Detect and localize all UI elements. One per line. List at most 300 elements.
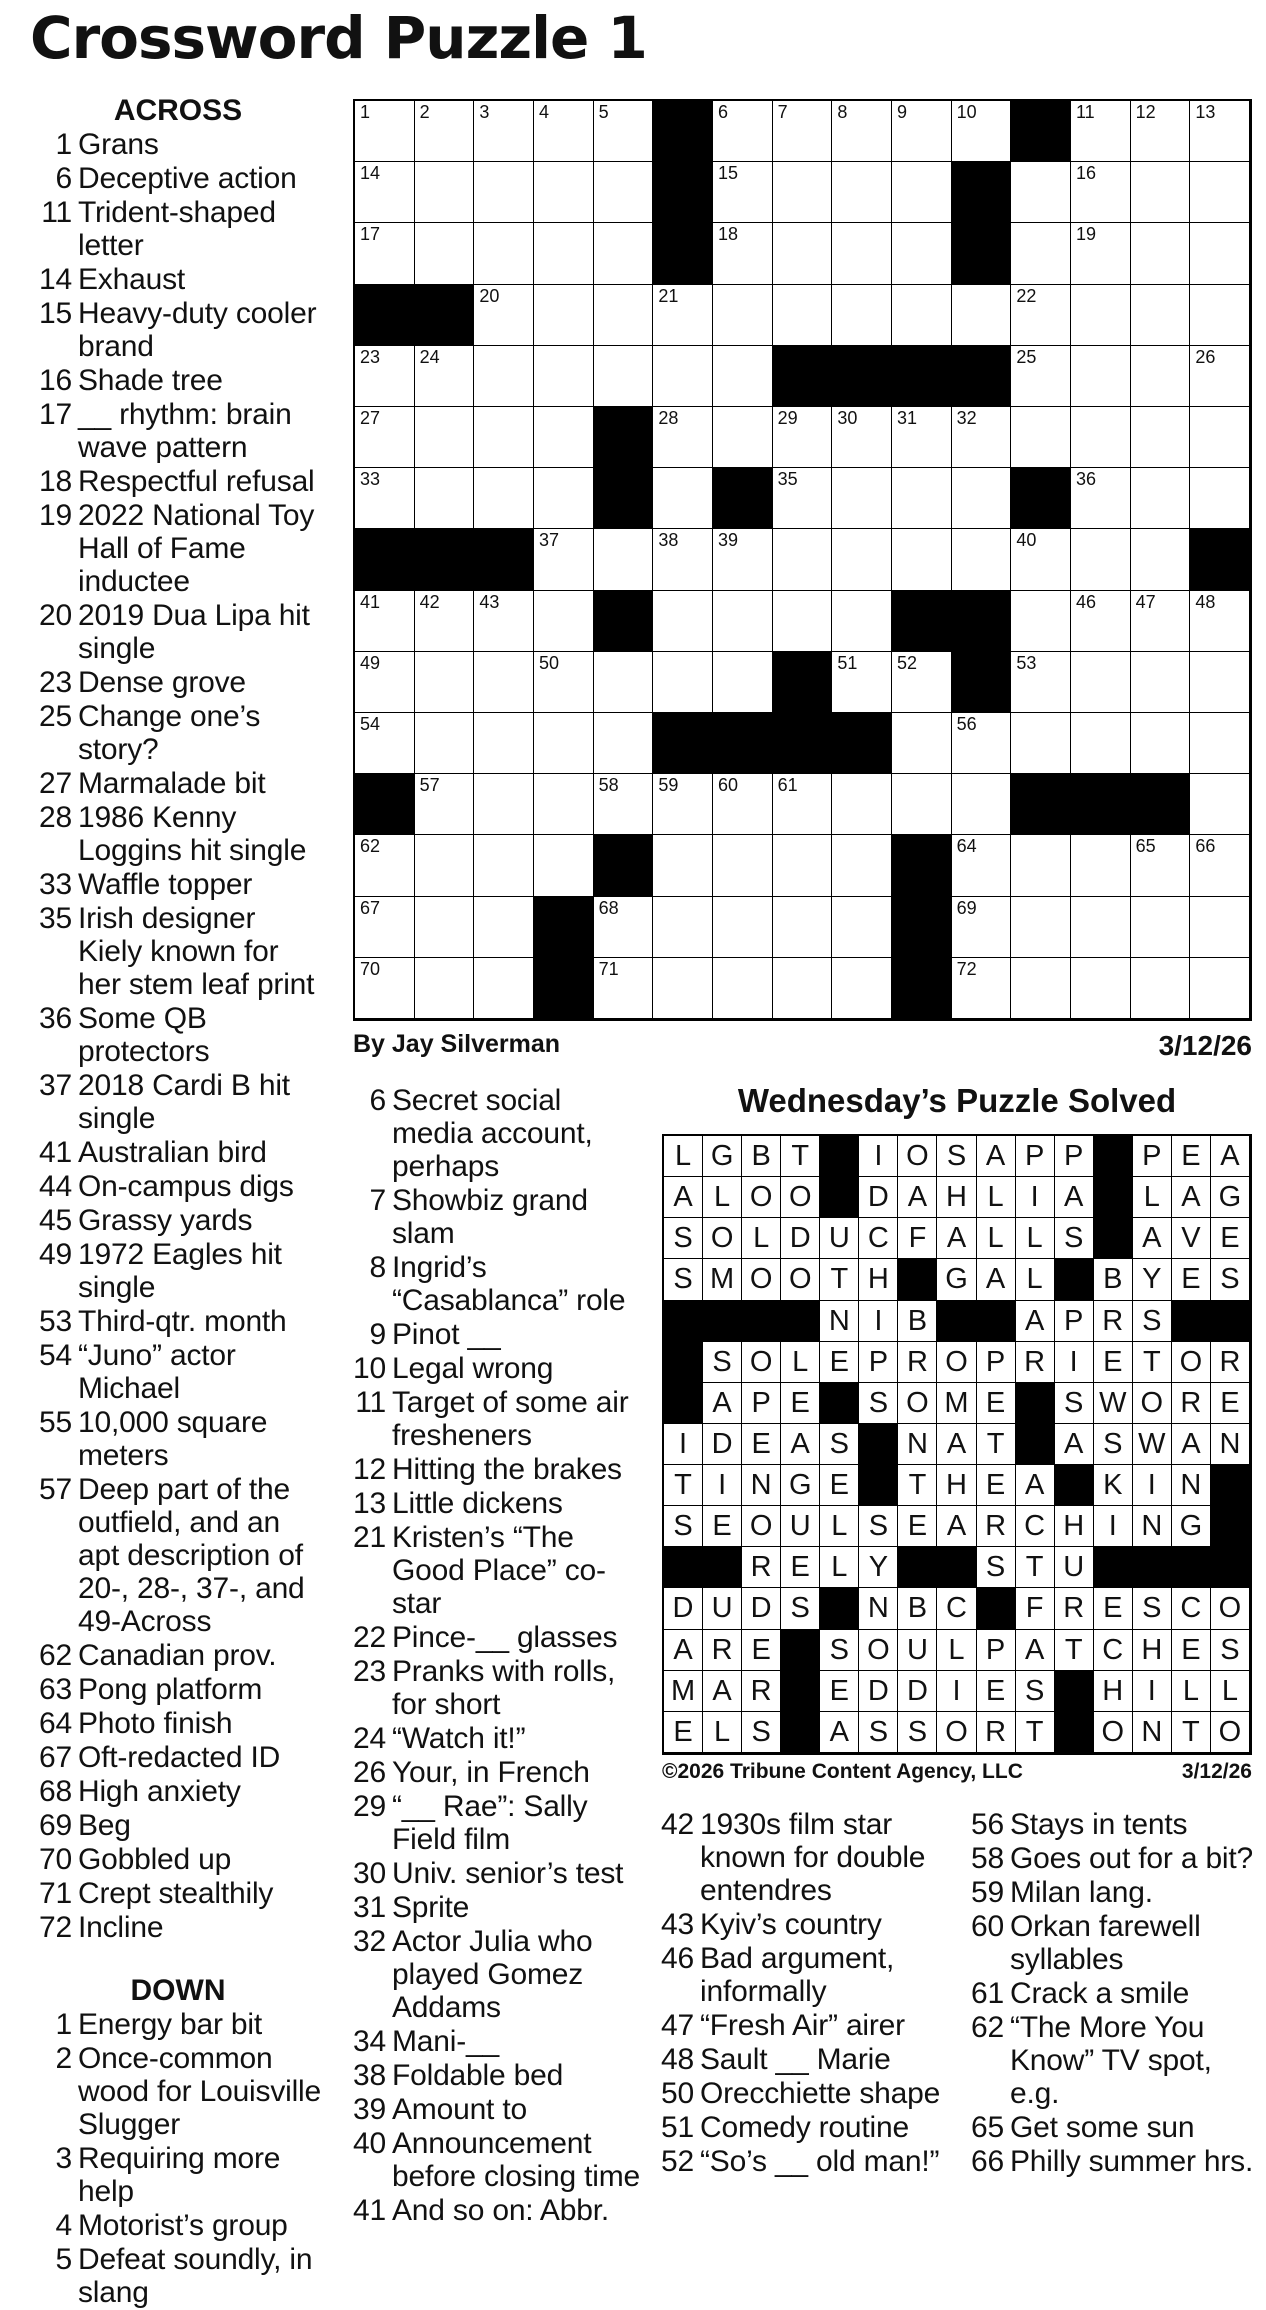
grid-cell[interactable] bbox=[952, 468, 1012, 529]
grid-cell[interactable] bbox=[1011, 835, 1071, 896]
black-square bbox=[892, 591, 952, 652]
grid-cell[interactable] bbox=[1131, 529, 1191, 590]
black-square bbox=[653, 101, 713, 162]
grid-cell[interactable] bbox=[952, 529, 1012, 590]
grid-cell[interactable] bbox=[1190, 713, 1250, 774]
grid-cell[interactable] bbox=[1131, 223, 1191, 284]
grid-cell[interactable] bbox=[653, 407, 713, 468]
solved-cell: T bbox=[977, 1424, 1016, 1465]
grid-cell[interactable] bbox=[1190, 468, 1250, 529]
grid-cell[interactable] bbox=[1190, 101, 1250, 162]
solved-cell: R bbox=[1055, 1588, 1094, 1629]
crossword-grid[interactable] bbox=[353, 99, 1252, 1021]
solved-cell: P bbox=[1016, 1136, 1055, 1177]
grid-cell[interactable] bbox=[1011, 285, 1071, 346]
grid-cell[interactable] bbox=[653, 468, 713, 529]
solved-cell: A bbox=[820, 1712, 859, 1753]
clue-number: 4 bbox=[55, 2209, 72, 2242]
solved-cell: E bbox=[977, 1383, 1016, 1424]
grid-cell[interactable] bbox=[355, 162, 415, 223]
grid-cell[interactable] bbox=[534, 713, 594, 774]
grid-cell[interactable] bbox=[415, 346, 475, 407]
grid-cell[interactable] bbox=[415, 407, 475, 468]
grid-cell[interactable] bbox=[415, 162, 475, 223]
grid-cell[interactable] bbox=[355, 468, 415, 529]
grid-cell[interactable] bbox=[355, 101, 415, 162]
grid-cell[interactable] bbox=[713, 162, 773, 223]
grid-cell[interactable] bbox=[952, 101, 1012, 162]
grid-cell[interactable] bbox=[415, 774, 475, 835]
clue-text: Pranks with rolls, for short bbox=[392, 1655, 616, 1721]
grid-cell[interactable] bbox=[474, 591, 534, 652]
clue-text: Deep part of the outfield, and an apt description of 20-, 28-, 37-, and 49-Across bbox=[78, 1473, 305, 1638]
grid-cell[interactable] bbox=[713, 591, 773, 652]
grid-cell[interactable] bbox=[1131, 101, 1191, 162]
grid-cell[interactable] bbox=[832, 835, 892, 896]
grid-cell[interactable] bbox=[892, 652, 952, 713]
grid-cell[interactable] bbox=[832, 162, 892, 223]
clue-text: 2018 Cardi B hit single bbox=[78, 1069, 290, 1135]
grid-cell[interactable] bbox=[892, 468, 952, 529]
clue-number: 35 bbox=[39, 902, 72, 935]
solved-cell: S bbox=[1133, 1588, 1172, 1629]
solved-cell: S bbox=[781, 1588, 820, 1629]
grid-cell[interactable] bbox=[355, 591, 415, 652]
clue-number: 2 bbox=[55, 2042, 72, 2075]
clue-text: On-campus digs bbox=[78, 1170, 294, 1203]
grid-cell[interactable] bbox=[773, 835, 833, 896]
grid-cell[interactable] bbox=[1131, 652, 1191, 713]
grid-cell[interactable] bbox=[773, 223, 833, 284]
grid-cell[interactable] bbox=[653, 958, 713, 1019]
solved-black-square bbox=[781, 1671, 820, 1712]
grid-cell[interactable] bbox=[713, 897, 773, 958]
clue-number: 49 bbox=[39, 1238, 72, 1271]
grid-cell[interactable] bbox=[713, 101, 773, 162]
clue-number: 23 bbox=[39, 666, 72, 699]
grid-cell[interactable] bbox=[1190, 407, 1250, 468]
clue-text: Photo finish bbox=[78, 1707, 233, 1740]
grid-cell[interactable] bbox=[534, 346, 594, 407]
solved-cell: F bbox=[1016, 1588, 1055, 1629]
grid-cell[interactable] bbox=[1011, 529, 1071, 590]
cell-number: 23 bbox=[360, 346, 381, 367]
grid-cell[interactable] bbox=[474, 223, 534, 284]
grid-cell[interactable] bbox=[1131, 407, 1191, 468]
grid-cell[interactable] bbox=[355, 652, 415, 713]
grid-cell[interactable] bbox=[594, 713, 654, 774]
down-clue bbox=[966, 2111, 1262, 2144]
grid-cell[interactable] bbox=[1071, 713, 1131, 774]
solved-cell: T bbox=[820, 1259, 859, 1300]
grid-cell[interactable] bbox=[1190, 591, 1250, 652]
grid-cell[interactable] bbox=[355, 835, 415, 896]
clue-text: Waffle topper bbox=[78, 868, 253, 901]
grid-cell[interactable] bbox=[1131, 713, 1191, 774]
black-square bbox=[1011, 101, 1071, 162]
clue-number: 23 bbox=[353, 1655, 386, 1688]
grid-cell[interactable] bbox=[1190, 774, 1250, 835]
clue-number: 48 bbox=[661, 2043, 694, 2076]
grid-cell[interactable] bbox=[534, 835, 594, 896]
clue-text: Dense grove bbox=[78, 666, 246, 699]
grid-cell[interactable] bbox=[1011, 652, 1071, 713]
grid-cell[interactable] bbox=[534, 101, 594, 162]
clue-number: 15 bbox=[39, 297, 72, 330]
grid-cell[interactable] bbox=[474, 713, 534, 774]
grid-cell[interactable] bbox=[832, 285, 892, 346]
grid-cell[interactable] bbox=[1190, 652, 1250, 713]
solved-cell: O bbox=[898, 1383, 937, 1424]
grid-cell[interactable] bbox=[355, 407, 415, 468]
grid-cell[interactable] bbox=[594, 162, 654, 223]
clue-number: 13 bbox=[353, 1487, 386, 1520]
grid-cell[interactable] bbox=[594, 529, 654, 590]
grid-cell[interactable] bbox=[1011, 713, 1071, 774]
grid-cell[interactable] bbox=[653, 285, 713, 346]
grid-cell[interactable] bbox=[534, 591, 594, 652]
solved-cell: U bbox=[703, 1588, 742, 1629]
grid-cell[interactable] bbox=[594, 346, 654, 407]
cell-number: 21 bbox=[658, 285, 679, 306]
down-clue bbox=[348, 2093, 640, 2126]
grid-cell[interactable] bbox=[474, 162, 534, 223]
grid-cell[interactable] bbox=[474, 407, 534, 468]
grid-cell[interactable] bbox=[1131, 591, 1191, 652]
grid-cell[interactable] bbox=[1190, 162, 1250, 223]
grid-cell[interactable] bbox=[1190, 897, 1250, 958]
solved-cell: A bbox=[977, 1136, 1016, 1177]
grid-cell[interactable] bbox=[1131, 285, 1191, 346]
grid-cell[interactable] bbox=[1071, 591, 1131, 652]
grid-cell[interactable] bbox=[773, 591, 833, 652]
grid-cell[interactable] bbox=[892, 407, 952, 468]
across-clue bbox=[34, 767, 322, 800]
grid-cell[interactable] bbox=[773, 285, 833, 346]
solved-cell: R bbox=[703, 1630, 742, 1671]
grid-cell[interactable] bbox=[1131, 958, 1191, 1019]
clue-text: Ingrid’s “Casablanca” role bbox=[392, 1251, 626, 1317]
solved-cell: O bbox=[781, 1259, 820, 1300]
grid-cell[interactable] bbox=[1071, 101, 1131, 162]
clue-text: 2019 Dua Lipa hit single bbox=[78, 599, 310, 665]
grid-cell[interactable] bbox=[474, 652, 534, 713]
solved-cell: P bbox=[1055, 1136, 1094, 1177]
grid-cell[interactable] bbox=[713, 835, 773, 896]
grid-cell[interactable] bbox=[1071, 652, 1131, 713]
grid-cell[interactable] bbox=[594, 101, 654, 162]
cell-number: 47 bbox=[1135, 591, 1156, 612]
down-clues-col-3 bbox=[656, 1808, 956, 2179]
solved-cell: A bbox=[703, 1383, 742, 1424]
grid-cell[interactable] bbox=[713, 346, 773, 407]
black-square bbox=[594, 407, 654, 468]
down-clue bbox=[34, 2042, 322, 2141]
grid-cell[interactable] bbox=[1071, 285, 1131, 346]
grid-cell[interactable] bbox=[1190, 285, 1250, 346]
grid-cell[interactable] bbox=[713, 407, 773, 468]
down-clue bbox=[34, 2209, 322, 2242]
grid-cell[interactable] bbox=[713, 223, 773, 284]
clue-number: 50 bbox=[661, 2077, 694, 2110]
grid-cell[interactable] bbox=[415, 223, 475, 284]
solved-cell: O bbox=[1211, 1588, 1250, 1629]
solved-cell: D bbox=[859, 1177, 898, 1218]
solved-black-square bbox=[781, 1712, 820, 1753]
grid-cell[interactable] bbox=[832, 774, 892, 835]
grid-cell[interactable] bbox=[832, 897, 892, 958]
cell-number: 62 bbox=[360, 836, 381, 857]
grid-cell[interactable] bbox=[1190, 346, 1250, 407]
grid-cell[interactable] bbox=[1190, 223, 1250, 284]
grid-cell[interactable] bbox=[892, 223, 952, 284]
clue-text: Incline bbox=[78, 1911, 164, 1944]
grid-cell[interactable] bbox=[1011, 162, 1071, 223]
clue-text: Foldable bed bbox=[392, 2059, 564, 2092]
grid-cell[interactable] bbox=[832, 652, 892, 713]
cell-number: 36 bbox=[1076, 469, 1097, 490]
grid-cell[interactable] bbox=[1011, 223, 1071, 284]
across-clue bbox=[34, 1406, 322, 1472]
grid-cell[interactable] bbox=[1131, 835, 1191, 896]
grid-cell[interactable] bbox=[1131, 468, 1191, 529]
grid-cell[interactable] bbox=[415, 591, 475, 652]
grid-cell[interactable] bbox=[415, 101, 475, 162]
grid-cell[interactable] bbox=[653, 835, 713, 896]
grid-cell[interactable] bbox=[1131, 346, 1191, 407]
grid-cell[interactable] bbox=[1011, 958, 1071, 1019]
solved-cell: E bbox=[977, 1465, 1016, 1506]
grid-cell[interactable] bbox=[534, 652, 594, 713]
grid-cell[interactable] bbox=[1190, 958, 1250, 1019]
grid-cell[interactable] bbox=[474, 346, 534, 407]
solved-cell: C bbox=[1016, 1506, 1055, 1547]
grid-cell[interactable] bbox=[355, 223, 415, 284]
clue-number: 19 bbox=[39, 499, 72, 532]
grid-cell[interactable] bbox=[832, 529, 892, 590]
grid-cell[interactable] bbox=[534, 162, 594, 223]
grid-cell[interactable] bbox=[1071, 958, 1131, 1019]
black-square bbox=[594, 468, 654, 529]
grid-cell[interactable] bbox=[594, 285, 654, 346]
grid-cell[interactable] bbox=[892, 101, 952, 162]
grid-cell[interactable] bbox=[653, 652, 713, 713]
solved-cell: P bbox=[1055, 1301, 1094, 1342]
grid-cell[interactable] bbox=[892, 162, 952, 223]
grid-cell[interactable] bbox=[773, 958, 833, 1019]
grid-cell[interactable] bbox=[952, 835, 1012, 896]
grid-cell[interactable] bbox=[892, 713, 952, 774]
solved-cell: E bbox=[1211, 1383, 1250, 1424]
grid-cell[interactable] bbox=[594, 897, 654, 958]
grid-cell[interactable] bbox=[534, 223, 594, 284]
solved-cell: B bbox=[1094, 1259, 1133, 1300]
grid-cell[interactable] bbox=[952, 774, 1012, 835]
across-clue bbox=[34, 196, 322, 262]
grid-cell[interactable] bbox=[474, 958, 534, 1019]
grid-cell[interactable] bbox=[653, 897, 713, 958]
grid-cell[interactable] bbox=[952, 407, 1012, 468]
solved-cell: L bbox=[820, 1506, 859, 1547]
solved-cell: A bbox=[1016, 1630, 1055, 1671]
grid-cell[interactable] bbox=[832, 101, 892, 162]
grid-cell[interactable] bbox=[355, 346, 415, 407]
solved-cell: G bbox=[1172, 1506, 1211, 1547]
solved-cell: D bbox=[742, 1588, 781, 1629]
grid-cell[interactable] bbox=[1011, 591, 1071, 652]
grid-cell[interactable] bbox=[832, 591, 892, 652]
grid-cell[interactable] bbox=[415, 713, 475, 774]
cell-number: 5 bbox=[598, 102, 609, 122]
black-square bbox=[952, 223, 1012, 284]
grid-cell[interactable] bbox=[1011, 346, 1071, 407]
grid-cell[interactable] bbox=[355, 897, 415, 958]
clue-text: And so on: Abbr. bbox=[392, 2194, 609, 2227]
clue-text: Grassy yards bbox=[78, 1204, 253, 1237]
solved-cell: A bbox=[703, 1671, 742, 1712]
grid-cell[interactable] bbox=[474, 774, 534, 835]
clue-text: Showbiz grand slam bbox=[392, 1184, 588, 1250]
grid-cell[interactable] bbox=[474, 468, 534, 529]
grid-cell[interactable] bbox=[594, 958, 654, 1019]
grid-cell[interactable] bbox=[1071, 835, 1131, 896]
grid-cell[interactable] bbox=[952, 285, 1012, 346]
down-clue bbox=[348, 2194, 640, 2227]
solved-black-square bbox=[1055, 1465, 1094, 1506]
grid-cell[interactable] bbox=[534, 468, 594, 529]
solved-cell: S bbox=[859, 1383, 898, 1424]
grid-cell[interactable] bbox=[594, 223, 654, 284]
grid-cell[interactable] bbox=[653, 529, 713, 590]
clue-number: 65 bbox=[971, 2111, 1004, 2144]
solved-cell: C bbox=[859, 1218, 898, 1259]
clue-number: 28 bbox=[39, 801, 72, 834]
grid-cell[interactable] bbox=[1071, 162, 1131, 223]
solved-cell: L bbox=[1211, 1671, 1250, 1712]
down-clue bbox=[966, 2145, 1262, 2178]
down-clue bbox=[656, 2077, 956, 2110]
grid-cell[interactable] bbox=[713, 774, 773, 835]
grid-cell[interactable] bbox=[952, 958, 1012, 1019]
grid-cell[interactable] bbox=[1011, 897, 1071, 958]
grid-cell[interactable] bbox=[474, 835, 534, 896]
grid-cell[interactable] bbox=[653, 346, 713, 407]
clue-text: Pinot __ bbox=[392, 1318, 501, 1351]
solved-cell: R bbox=[742, 1671, 781, 1712]
grid-cell[interactable] bbox=[892, 285, 952, 346]
grid-cell[interactable] bbox=[773, 407, 833, 468]
grid-cell[interactable] bbox=[653, 774, 713, 835]
grid-cell[interactable] bbox=[594, 652, 654, 713]
across-clue bbox=[34, 1136, 322, 1169]
grid-cell[interactable] bbox=[832, 958, 892, 1019]
cell-number: 6 bbox=[718, 102, 729, 122]
solved-cell: E bbox=[742, 1424, 781, 1465]
grid-cell[interactable] bbox=[892, 529, 952, 590]
clue-text: 1972 Eagles hit single bbox=[78, 1238, 282, 1304]
grid-cell[interactable] bbox=[474, 897, 534, 958]
grid-cell[interactable] bbox=[1071, 897, 1131, 958]
grid-cell[interactable] bbox=[773, 162, 833, 223]
grid-cell[interactable] bbox=[832, 223, 892, 284]
grid-cell[interactable] bbox=[1071, 223, 1131, 284]
grid-cell[interactable] bbox=[773, 774, 833, 835]
grid-cell[interactable] bbox=[1131, 897, 1191, 958]
grid-cell[interactable] bbox=[832, 407, 892, 468]
grid-cell[interactable] bbox=[1011, 407, 1071, 468]
grid-cell[interactable] bbox=[892, 774, 952, 835]
puzzle-date: 3/12/26 bbox=[1158, 1030, 1252, 1061]
grid-cell[interactable] bbox=[713, 285, 773, 346]
grid-cell[interactable] bbox=[415, 468, 475, 529]
grid-cell[interactable] bbox=[415, 897, 475, 958]
grid-cell[interactable] bbox=[534, 529, 594, 590]
clue-text: Respectful refusal bbox=[78, 465, 315, 498]
grid-cell[interactable] bbox=[415, 958, 475, 1019]
grid-cell[interactable] bbox=[415, 652, 475, 713]
grid-cell[interactable] bbox=[952, 713, 1012, 774]
grid-cell[interactable] bbox=[1071, 529, 1131, 590]
copyright: ©2026 Tribune Content Agency, LLC bbox=[662, 1760, 1023, 1783]
across-clue bbox=[34, 1639, 322, 1672]
down-clue bbox=[656, 1942, 956, 2008]
down-clue bbox=[348, 1891, 640, 1924]
grid-cell[interactable] bbox=[653, 591, 713, 652]
clue-text: Beg bbox=[78, 1809, 131, 1842]
grid-cell[interactable] bbox=[952, 897, 1012, 958]
clue-text: “Watch it!” bbox=[392, 1722, 526, 1755]
grid-cell[interactable] bbox=[713, 529, 773, 590]
grid-cell[interactable] bbox=[355, 713, 415, 774]
grid-cell[interactable] bbox=[415, 835, 475, 896]
grid-cell[interactable] bbox=[474, 285, 534, 346]
clue-number: 27 bbox=[39, 767, 72, 800]
grid-cell[interactable] bbox=[713, 958, 773, 1019]
clue-number: 11 bbox=[41, 196, 72, 229]
down-clue bbox=[348, 1790, 640, 1856]
clue-text: Pong platform bbox=[78, 1673, 263, 1706]
grid-cell[interactable] bbox=[773, 897, 833, 958]
grid-cell[interactable] bbox=[773, 101, 833, 162]
grid-cell[interactable] bbox=[1071, 346, 1131, 407]
grid-cell[interactable] bbox=[534, 774, 594, 835]
solved-cell: E bbox=[977, 1671, 1016, 1712]
grid-cell[interactable] bbox=[1071, 407, 1131, 468]
grid-cell[interactable] bbox=[1190, 835, 1250, 896]
grid-cell[interactable] bbox=[773, 529, 833, 590]
solved-cell: S bbox=[1094, 1424, 1133, 1465]
solved-cell: A bbox=[1211, 1136, 1250, 1177]
cell-number: 38 bbox=[658, 530, 679, 551]
clue-number: 36 bbox=[39, 1002, 72, 1035]
grid-cell[interactable] bbox=[832, 468, 892, 529]
grid-cell[interactable] bbox=[474, 101, 534, 162]
down-clue bbox=[34, 2008, 322, 2041]
grid-cell[interactable] bbox=[1071, 468, 1131, 529]
grid-cell[interactable] bbox=[534, 407, 594, 468]
solved-cell: E bbox=[781, 1383, 820, 1424]
black-square bbox=[952, 652, 1012, 713]
solved-cell: R bbox=[977, 1712, 1016, 1753]
grid-cell[interactable] bbox=[773, 468, 833, 529]
grid-cell[interactable] bbox=[594, 774, 654, 835]
cell-number: 60 bbox=[718, 775, 739, 796]
grid-cell[interactable] bbox=[534, 285, 594, 346]
grid-cell[interactable] bbox=[1131, 162, 1191, 223]
clue-number: 69 bbox=[39, 1809, 72, 1842]
grid-cell[interactable] bbox=[355, 958, 415, 1019]
grid-cell[interactable] bbox=[713, 652, 773, 713]
